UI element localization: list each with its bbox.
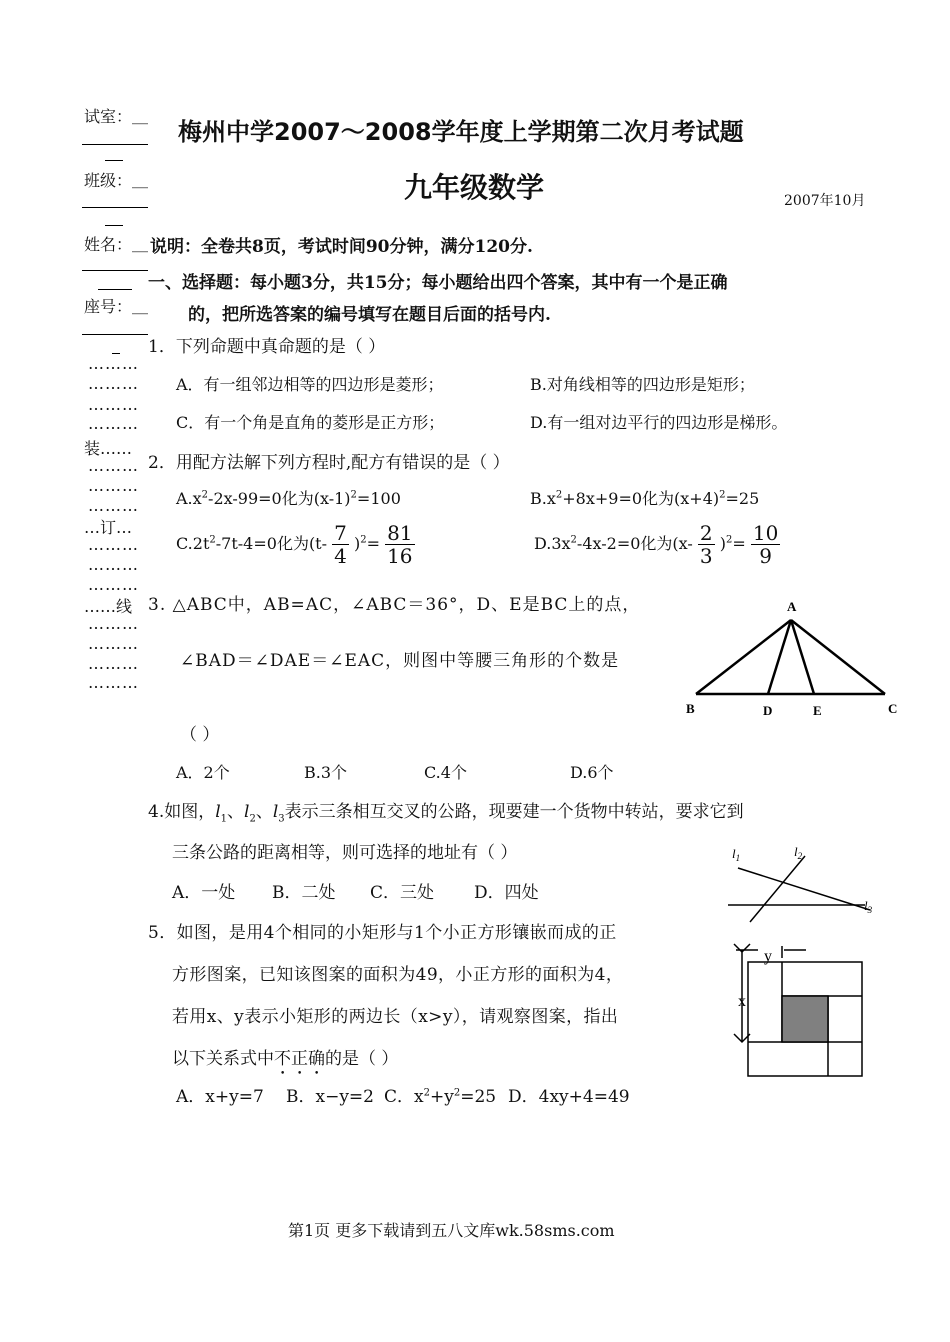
question-3-stem: 3. △ABC中，AB=AC，∠ABC＝36°，D、E是BC上的点， xyxy=(148,595,641,615)
binding-dots: ……… xyxy=(88,654,139,673)
fraction: $\frac{10}{9}$ xyxy=(752,521,779,568)
binding-dots: ……… xyxy=(88,414,139,433)
question-5-stem: 5．如图，是用4个相同的小矩形与1个小正方形镶嵌而成的正 xyxy=(148,923,617,943)
class-underline xyxy=(82,207,148,208)
q4-option-b: B．二处 xyxy=(272,883,336,903)
room-label: 试室：＿ xyxy=(84,107,149,126)
seat-underline xyxy=(82,334,148,335)
binding-dots: ……… xyxy=(88,634,139,653)
q1-option-b: B.对角线相等的四边形是矩形； xyxy=(530,375,755,394)
q3-option-a: A．2个 xyxy=(176,763,230,782)
binding-zhuang: 装…… xyxy=(84,439,133,458)
binding-dots: ……… xyxy=(88,354,139,373)
binding-dots: ……… xyxy=(88,575,139,594)
q2-option-b: $B.x^2+8x+9=0$化为$(x+4)^2=25$ xyxy=(530,489,760,508)
binding-dots: ……… xyxy=(88,673,139,692)
binding-dots: ……… xyxy=(88,614,139,633)
q1-option-c: C．有一个角是直角的菱形是正方形； xyxy=(176,413,445,432)
binding-dots: ……… xyxy=(88,395,139,414)
name-underline xyxy=(82,270,148,271)
road-l1-label: $l_1$ xyxy=(732,846,741,863)
question-4-stem: 4.如图，$l_1$、$l_2$、$l_3$表示三条相互交叉的公路，现要建一个货物中转站，要求它到 xyxy=(148,802,744,825)
q5-option-b: B．x−y=2 xyxy=(286,1087,374,1107)
binding-ding: …订… xyxy=(84,518,133,537)
road-l3-label: $l_3$ xyxy=(864,898,873,915)
roads-figure xyxy=(720,838,890,928)
exam-title: 梅州中学2007～2008学年度上学期第二次月考试题 xyxy=(178,118,744,146)
question-3-stem-cont: ∠BAD＝∠DAE＝∠EAC，则图中等腰三角形的个数是 xyxy=(180,651,620,671)
vertex-a-label: A xyxy=(787,599,797,614)
q2-option-d: $D.3x^2-4x-2=0$化为(x- $\frac{2}{3}$ )$^2$= $\frac{10}{9}$ xyxy=(534,521,779,568)
binding-dots: ……… xyxy=(88,374,139,393)
divider xyxy=(105,160,123,161)
q4-option-d: D．四处 xyxy=(474,883,539,903)
exam-date: 2007年10月 xyxy=(784,193,866,209)
triangle-figure xyxy=(680,595,910,725)
exam-subject: 九年级数学 xyxy=(404,171,545,204)
section-heading-cont: 的，把所选答案的编号填写在题目后面的括号内. xyxy=(188,305,551,325)
question-5-stem-cont: 方形图案，已知该图案的面积为49，小正方形的面积为4， xyxy=(172,965,624,985)
fraction: $\frac{2}{3}$ xyxy=(699,521,713,568)
point-d-label: D xyxy=(763,703,773,718)
instructions: 说明：全卷共8页，考试时间90分钟，满分120分. xyxy=(150,237,533,257)
vertex-b-label: B xyxy=(686,701,695,716)
room-underline xyxy=(82,144,148,145)
point-e-label: E xyxy=(813,703,822,718)
binding-xian: ……线 xyxy=(84,597,133,616)
class-label: 班级：＿ xyxy=(84,171,149,190)
triangle-lines xyxy=(696,620,885,694)
road-lines xyxy=(728,856,870,922)
section-heading: 一、选择题：每小题3分，共15分；每小题给出四个答案，其中有一个是正确 xyxy=(148,273,728,293)
divider xyxy=(98,289,132,290)
q2-option-a: $A.x^2-2x-99=0$化为$(x-1)^2=100$ xyxy=(176,489,401,508)
tiling-figure xyxy=(722,938,872,1082)
divider xyxy=(105,225,123,226)
q1-option-a: A．有一组邻边相等的四边形是菱形； xyxy=(176,375,444,394)
question-5-stem-cont: 以下关系式中不正确的是（ ） xyxy=(172,1049,399,1069)
q4-option-c: C．三处 xyxy=(370,883,435,903)
question-1-stem: 1．下列命题中真命题的是（ ） xyxy=(148,337,386,357)
binding-dots: ……… xyxy=(88,456,139,475)
y-label: y xyxy=(764,948,772,965)
q1-option-d: D.有一组对边平行的四边形是梯形。 xyxy=(530,413,788,432)
q2-option-c: $C.2t^2-7t-4=0$化为(t- $\frac{7}{4}$ )$^2$= $\frac{81}{16}$ xyxy=(176,521,413,568)
binding-dots: ……… xyxy=(88,555,139,574)
q5-option-c: C．$x^2+y^2=25$ xyxy=(384,1087,497,1107)
q5-option-d: D．4xy+4=49 xyxy=(508,1087,630,1107)
x-label: x xyxy=(738,993,746,1010)
seat-label: 座号：＿ xyxy=(84,297,149,316)
fraction: $\frac{81}{16}$ xyxy=(387,521,413,568)
fraction: $\frac{7}{4}$ xyxy=(334,521,347,568)
vertex-c-label: C xyxy=(888,701,898,716)
q5-option-a: A．x+y=7 xyxy=(176,1087,264,1107)
binding-dots: ……… xyxy=(88,476,139,495)
question-4-stem-cont: 三条公路的距离相等，则可选择的地址有（ ） xyxy=(172,843,518,863)
name-label: 姓名：＿ xyxy=(84,235,149,254)
binding-dots: ……… xyxy=(88,496,139,515)
q3-option-b: B.3个 xyxy=(304,763,348,782)
question-2-stem: 2．用配方法解下列方程时,配方有错误的是（ ） xyxy=(148,453,510,473)
small-square xyxy=(782,996,828,1042)
page-footer: 第1页 更多下载请到五八文库wk.58sms.com xyxy=(288,1221,615,1240)
q3-option-c: C.4个 xyxy=(424,763,467,782)
road-l2-label: $l_2$ xyxy=(794,844,803,861)
q3-answer-paren: （ ） xyxy=(180,725,220,745)
binding-dots: ……… xyxy=(88,535,139,554)
q4-option-a: A．一处 xyxy=(172,883,236,903)
question-5-stem-cont: 若用x、y表示小矩形的两边长（x>y），请观察图案，指出 xyxy=(172,1007,619,1027)
q3-option-d: D.6个 xyxy=(570,763,614,782)
